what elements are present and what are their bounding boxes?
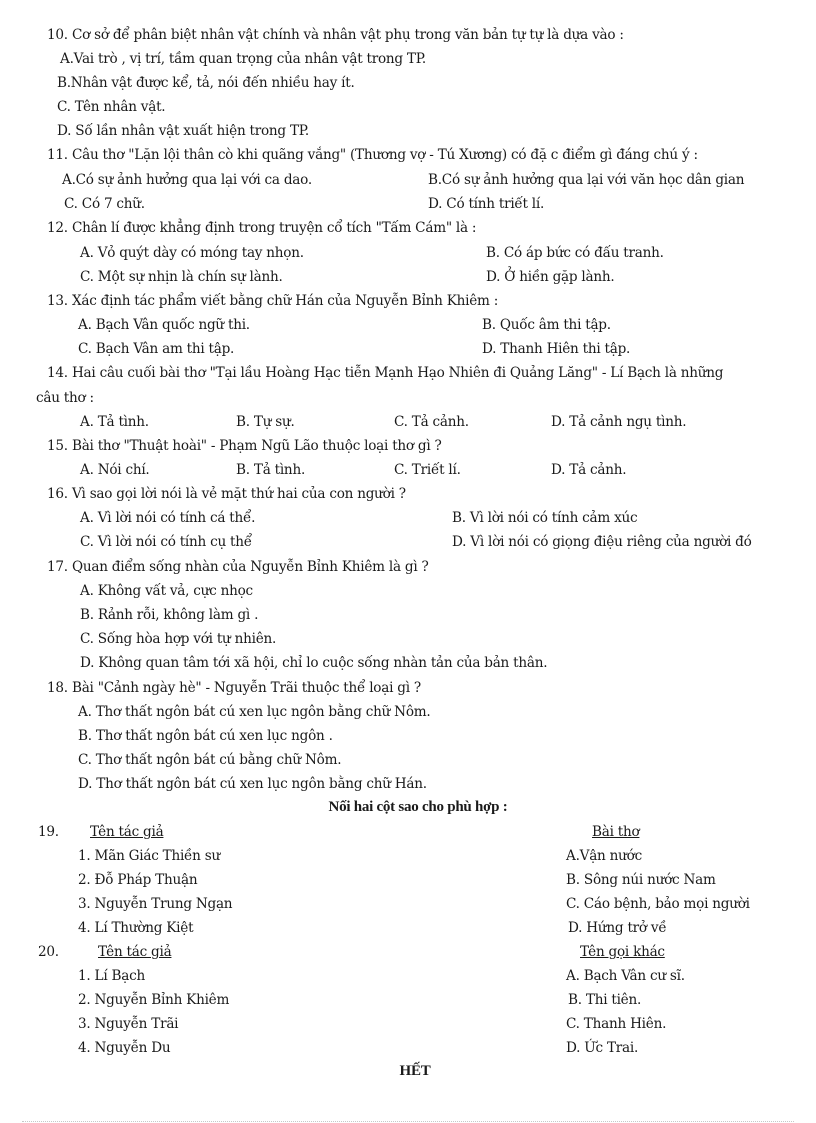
q17-option-a: A. Không vất vả, cực nhọc (80, 583, 253, 599)
q13-option-b: B. Quốc âm thi tập. (482, 317, 611, 333)
question-16-stem (47, 485, 406, 503)
question-number: 14. (47, 365, 68, 381)
q20-author-1: 1. Lí Bạch (78, 968, 145, 984)
question-number: 10. (47, 27, 68, 43)
q14-option-c: C. Tả cảnh. (394, 414, 469, 430)
q18-option-d: D. Thơ thất ngôn bát cú xen lục ngôn bằng chữ Hán. (78, 776, 427, 792)
q10-option-d: D. Số lần nhân vật xuất hiện trong TP. (57, 123, 309, 139)
q10-option-c: C. Tên nhân vật. (57, 99, 166, 115)
page-bottom-border (22, 1121, 794, 1122)
question-text: Bài thơ "Thuật hoài" - Phạm Ngũ Lão thuộc loại thơ gì ? (71, 438, 442, 454)
q20-alias-a: A. Bạch Vân cư sĩ. (566, 968, 685, 984)
q19-left-header: Tên tác giả (90, 824, 164, 840)
q20-alias-b: B. Thi tiên. (568, 992, 642, 1008)
q17-option-c: C. Sống hòa hợp với tự nhiên. (80, 631, 277, 647)
q20-author-2: 2. Nguyễn Bỉnh Khiêm (78, 992, 230, 1008)
q20-author-3: 3. Nguyễn Trãi (78, 1016, 179, 1032)
q13-option-a: A. Bạch Vân quốc ngữ thi. (78, 317, 250, 333)
q19-poem-b: B. Sông núi nước Nam (566, 872, 716, 888)
q20-alias-d: D. Ức Trai. (566, 1040, 639, 1056)
question-15-stem (47, 437, 442, 455)
end-marker: HẾT (399, 1063, 431, 1079)
q16-option-a: A. Vì lời nói có tính cá thể. (80, 510, 256, 526)
question-text: Hai câu cuối bài thơ "Tại lầu Hoàng Hạc tiễn Mạnh Hạo Nhiên đi Quảng Lăng" - Lí Bạch là những (71, 365, 724, 381)
question-19-number: 19. (38, 824, 59, 840)
matching-heading: Nối hai cột sao cho phù hợp : (328, 799, 508, 815)
q11-option-b: B.Có sự ảnh hưởng qua lại với văn học dân gian (428, 172, 745, 188)
question-number: 16. (47, 486, 68, 502)
q14-option-d: D. Tả cảnh ngụ tình. (551, 414, 687, 430)
question-text: Vì sao gọi lời nói là vẻ mặt thứ hai của con người ? (71, 486, 406, 502)
q15-option-d: D. Tả cảnh. (551, 462, 627, 478)
question-13-stem (47, 292, 498, 310)
question-number: 13. (47, 293, 68, 309)
q11-option-a: A.Có sự ảnh hưởng qua lại với ca dao. (62, 172, 312, 188)
q16-option-d: D. Vì lời nói có giọng điệu riêng của người đó (452, 534, 752, 550)
q19-author-2: 2. Đỗ Pháp Thuận (78, 872, 198, 888)
question-14-stem-cont: câu thơ : (36, 390, 94, 406)
q19-author-4: 4. Lí Thường Kiệt (78, 920, 194, 936)
q20-author-4: 4. Nguyễn Du (78, 1040, 171, 1056)
question-number: 11. (47, 147, 68, 163)
q17-option-b: B. Rảnh rỗi, không làm gì . (80, 607, 259, 623)
q18-option-a: A. Thơ thất ngôn bát cú xen lục ngôn bằng chữ Nôm. (78, 704, 431, 720)
q14-option-a: A. Tả tình. (80, 414, 149, 430)
question-text: Xác định tác phẩm viết bằng chữ Hán của Nguyễn Bỉnh Khiêm : (71, 293, 499, 309)
q12-option-c: C. Một sự nhịn là chín sự lành. (80, 269, 283, 285)
question-text: Quan điểm sống nhàn của Nguyễn Bỉnh Khiêm là gì ? (71, 559, 429, 575)
q16-option-c: C. Vì lời nói có tính cụ thể (80, 534, 252, 550)
q10-option-b: B.Nhân vật được kể, tả, nói đến nhiều hay ít. (57, 75, 355, 91)
question-text: Bài "Cảnh ngày hè" - Nguyễn Trãi thuộc thể loại gì ? (71, 680, 421, 696)
q19-author-3: 3. Nguyễn Trung Ngạn (78, 896, 233, 912)
question-number: 17. (47, 559, 68, 575)
question-text: Chân lí được khẳng định trong truyện cổ tích "Tấm Cám" là : (71, 220, 477, 236)
q18-option-c: C. Thơ thất ngôn bát cú bằng chữ Nôm. (78, 752, 342, 768)
question-text: Cơ sở để phân biệt nhân vật chính và nhân vật phụ trong văn bản tự tự là dựa vào : (71, 27, 624, 43)
q15-option-b: B. Tả tình. (236, 462, 306, 478)
question-11-stem (47, 146, 698, 164)
q12-option-b: B. Có áp bức có đấu tranh. (486, 245, 664, 261)
q12-option-a: A. Vỏ quýt dày có móng tay nhọn. (80, 245, 304, 261)
q20-left-header: Tên tác giả (98, 944, 172, 960)
question-20-number: 20. (38, 944, 59, 960)
q17-option-d: D. Không quan tâm tới xã hội, chỉ lo cuộc sống nhàn tản của bản thân. (80, 655, 548, 671)
question-number: 12. (47, 220, 68, 236)
question-number: 15. (47, 438, 68, 454)
q16-option-b: B. Vì lời nói có tính cảm xúc (452, 510, 638, 526)
question-10-stem (47, 26, 624, 44)
question-text: Câu thơ "Lặn lội thân cò khi quãng vắng" (Thương vợ - Tú Xương) có đặ c điểm gì đáng chú ý : (71, 147, 698, 163)
q19-poem-d: D. Hứng trở về (568, 920, 667, 936)
q12-option-d: D. Ở hiền gặp lành. (486, 269, 615, 285)
q10-option-a: A.Vai trò , vị trí, tầm quan trọng của nhân vật trong TP. (60, 51, 426, 67)
q15-option-a: A. Nói chí. (80, 462, 150, 478)
q13-option-d: D. Thanh Hiên thi tập. (482, 341, 631, 357)
q14-option-b: B. Tự sự. (236, 414, 295, 430)
q15-option-c: C. Triết lí. (394, 462, 461, 478)
q19-author-1: 1. Mãn Giác Thiền sư (78, 848, 220, 864)
q13-option-c: C. Bạch Vân am thi tập. (78, 341, 235, 357)
q19-right-header: Bài thơ (592, 824, 640, 840)
q20-right-header: Tên gọi khác (580, 944, 665, 960)
q19-poem-c: C. Cáo bệnh, bảo mọi người (566, 896, 750, 912)
q20-alias-c: C. Thanh Hiên. (566, 1016, 667, 1032)
q11-option-c: C. Có 7 chữ. (64, 196, 145, 212)
q18-option-b: B. Thơ thất ngôn bát cú xen lục ngôn . (78, 728, 333, 744)
q19-poem-a: A.Vận nước (566, 848, 642, 864)
question-14-stem (47, 364, 723, 382)
question-18-stem (47, 679, 421, 697)
question-17-stem (47, 558, 429, 576)
question-12-stem (47, 219, 476, 237)
q11-option-d: D. Có tính triết lí. (428, 196, 545, 212)
question-number: 18. (47, 680, 68, 696)
